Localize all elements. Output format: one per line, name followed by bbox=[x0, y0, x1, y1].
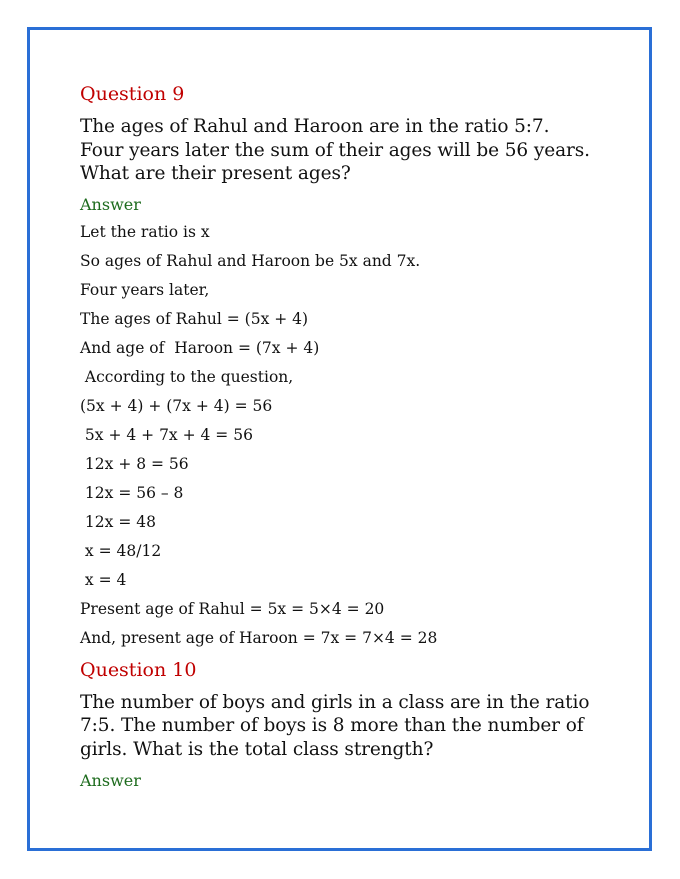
solution-step: 12x = 48 bbox=[80, 512, 156, 531]
solution-step: 12x + 8 = 56 bbox=[80, 454, 189, 473]
solution-step: x = 48/12 bbox=[80, 541, 162, 560]
question-10-text: The number of boys and girls in a class are in the ratio 7:5. The number of boys is 8 more than the number of girls. What is the total class strength? bbox=[80, 691, 590, 760]
solution-step: The ages of Rahul = (5x + 4) bbox=[80, 309, 309, 328]
solution-step: 12x = 56 – 8 bbox=[80, 483, 184, 502]
solution-step: And, present age of Haroon = 7x = 7×4 = 28 bbox=[80, 628, 438, 647]
solution-step: According to the question, bbox=[80, 367, 294, 386]
solution-step: So ages of Rahul and Haroon be 5x and 7x. bbox=[80, 251, 421, 270]
question-9-solution bbox=[80, 218, 640, 653]
question-9-text: The ages of Rahul and Haroon are in the ratio 5:7. Four years later the sum of their ages will be 56 years. What are their present ages? bbox=[80, 116, 590, 184]
question-10-answer-label: Answer bbox=[80, 771, 141, 790]
solution-step: And age of Haroon = (7x + 4) bbox=[80, 338, 320, 357]
question-9-title: Question 9 bbox=[80, 83, 185, 105]
solution-step: Let the ratio is x bbox=[80, 222, 210, 241]
document-content bbox=[80, 80, 640, 791]
question-9-answer-label: Answer bbox=[80, 194, 141, 214]
solution-step: Four years later, bbox=[80, 280, 210, 299]
solution-step: 5x + 4 + 7x + 4 = 56 bbox=[80, 425, 253, 444]
solution-step: (5x + 4) + (7x + 4) = 56 bbox=[80, 396, 273, 415]
solution-step: Present age of Rahul = 5x = 5×4 = 20 bbox=[80, 599, 385, 618]
question-10-title: Question 10 bbox=[80, 658, 197, 681]
solution-step: x = 4 bbox=[80, 570, 127, 589]
